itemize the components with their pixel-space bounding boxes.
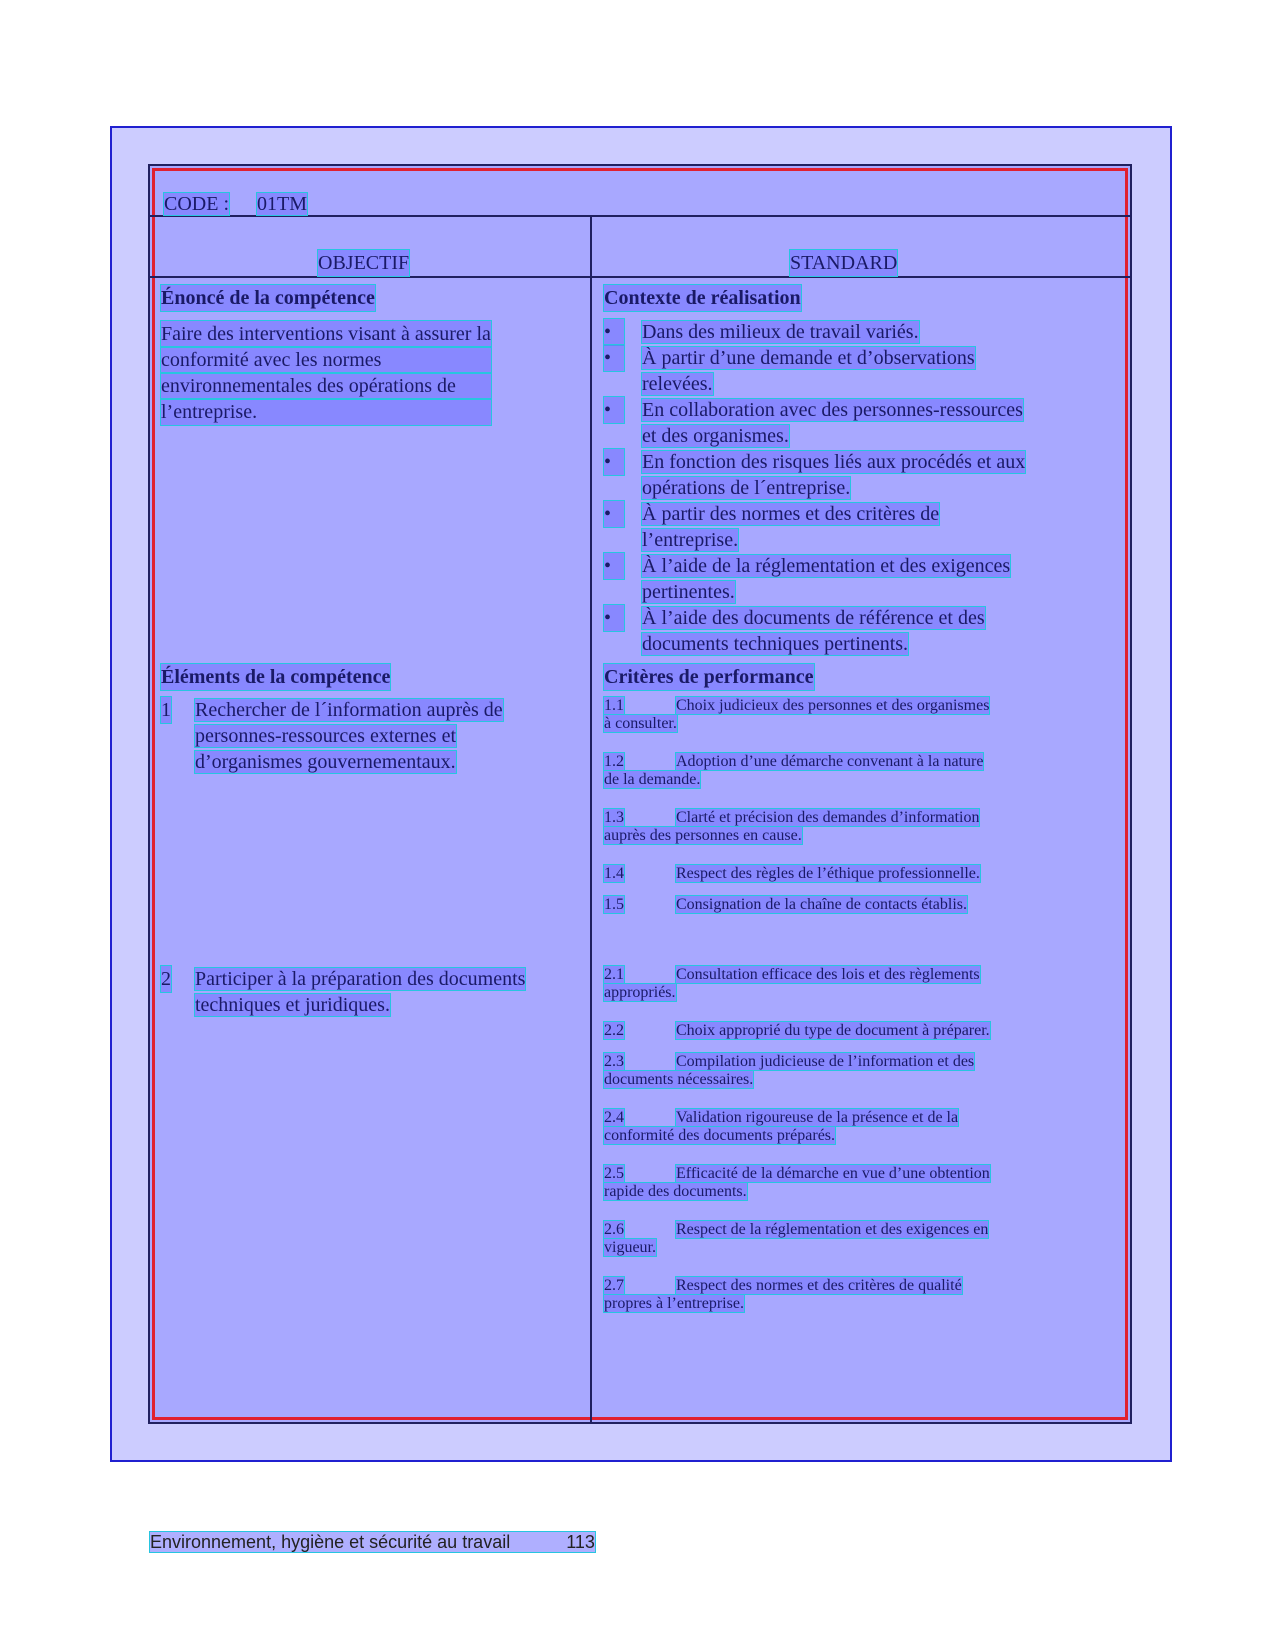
contexte-line: À l’aide de la réglementation et des exigences	[642, 555, 1011, 577]
enonce-line: l’entreprise.	[161, 399, 491, 425]
contexte-line: À partir des normes et des critères de	[642, 503, 940, 525]
enonce-heading: Énoncé de la compétence	[161, 287, 375, 309]
critere-number: 2.3	[604, 1053, 624, 1070]
critere-line: auprès des personnes en cause.	[604, 827, 802, 844]
critere-number: 2.5	[604, 1165, 624, 1182]
element-item	[161, 697, 581, 775]
bullet-icon: •	[604, 449, 624, 475]
contexte-item	[604, 345, 1084, 397]
bullet-icon: •	[604, 319, 624, 345]
element-line: personnes-ressources externes et	[195, 725, 457, 747]
critere-number: 1.1	[604, 697, 624, 714]
element-number: 1	[161, 699, 171, 721]
critere-number: 2.2	[604, 1022, 624, 1039]
contexte-line: À l’aide des documents de référence et des	[642, 607, 985, 629]
contexte-line: Dans des milieux de travail variés.	[642, 321, 919, 343]
element-line: Rechercher de l´information auprès de	[195, 699, 503, 721]
code-line	[164, 191, 307, 217]
critere-1-2	[604, 753, 983, 789]
contexte-item	[604, 553, 1084, 605]
element-line: Participer à la préparation des documents	[195, 968, 526, 990]
critere-number: 2.1	[604, 966, 624, 983]
critere-number: 1.5	[604, 896, 624, 913]
contexte-heading: Contexte de réalisation	[604, 287, 801, 309]
bullet-icon: •	[604, 605, 624, 631]
enonce-line: conformité avec les normes	[161, 347, 491, 373]
code-label: CODE :	[164, 193, 229, 215]
elements-heading: Éléments de la compétence	[161, 666, 391, 688]
critere-2-6	[604, 1221, 988, 1257]
critere-line: Consignation de la chaîne de contacts établis.	[676, 896, 968, 913]
page-number: 113	[566, 1532, 595, 1552]
contexte-line: En collaboration avec des personnes-ressources	[642, 399, 1023, 421]
footer-title: Environnement, hygiène et sécurité au travail	[150, 1532, 511, 1552]
critere-line: propres à l’entreprise.	[604, 1295, 744, 1312]
column-header-divider	[150, 276, 1130, 278]
bullet-icon: •	[604, 345, 624, 371]
critere-line: Respect des normes et des critères de qualité	[676, 1277, 962, 1294]
bullet-icon: •	[604, 397, 624, 423]
element-line: techniques et juridiques.	[195, 994, 390, 1016]
contexte-line: et des organismes.	[642, 425, 789, 447]
contexte-line: l’entreprise.	[642, 529, 739, 551]
elements-item-2	[161, 966, 581, 1018]
critere-line: Validation rigoureuse de la présence et de la	[676, 1109, 959, 1126]
critere-line: Consultation efficace des lois et des règlements	[676, 966, 980, 983]
critere-2-3	[604, 1053, 974, 1089]
bullet-icon: •	[604, 501, 624, 527]
critere-number: 1.4	[604, 865, 624, 882]
critere-number: 1.2	[604, 753, 624, 770]
critere-1-1	[604, 697, 989, 733]
contexte-line: opérations de l´entreprise.	[642, 477, 851, 499]
critere-line: documents nécessaires.	[604, 1071, 754, 1088]
critere-1-4	[604, 865, 980, 883]
critere-2-7	[604, 1277, 962, 1313]
critere-2-5	[604, 1165, 990, 1201]
critere-line: à consulter.	[604, 715, 677, 732]
contexte-line: documents techniques pertinents.	[642, 633, 909, 655]
page-footer	[150, 1532, 595, 1552]
contexte-item	[604, 449, 1084, 501]
column-divider	[590, 215, 592, 1422]
enonce-line: Faire des interventions visant à assurer la	[161, 323, 491, 345]
critere-line: Efficacité de la démarche en vue d’une obtention	[676, 1165, 990, 1182]
critere-line: Compilation judicieuse de l’information et des	[676, 1053, 975, 1070]
critere-line: de la demande.	[604, 771, 701, 788]
contexte-item	[604, 319, 1084, 345]
element-number: 2	[161, 968, 171, 990]
critere-line: vigueur.	[604, 1239, 656, 1256]
contexte-line: relevées.	[642, 373, 713, 395]
contexte-line: En fonction des risques liés aux procédés et aux	[642, 451, 1026, 473]
enonce-text	[161, 321, 491, 425]
critere-number: 2.4	[604, 1109, 624, 1126]
contexte-item	[604, 397, 1084, 449]
critere-2-1	[604, 966, 980, 1002]
critere-line: Clarté et précision des demandes d’information	[676, 809, 980, 826]
critere-1-3	[604, 809, 979, 845]
critere-number: 1.3	[604, 809, 624, 826]
critere-2-2	[604, 1022, 990, 1040]
contexte-line: À partir d’une demande et d’observations	[642, 347, 975, 369]
objectif-header: OBJECTIF	[318, 252, 410, 274]
standard-header: STANDARD	[790, 252, 898, 274]
critere-number: 2.7	[604, 1277, 624, 1294]
element-line: d’organismes gouvernementaux.	[195, 751, 456, 773]
contexte-list	[604, 319, 1084, 657]
critere-line: conformité des documents préparés.	[604, 1127, 836, 1144]
element-item	[161, 966, 581, 1018]
critere-line: rapide des documents.	[604, 1183, 747, 1200]
critere-line: Choix approprié du type de document à préparer.	[676, 1022, 990, 1039]
critere-2-4	[604, 1109, 958, 1145]
bullet-icon: •	[604, 553, 624, 579]
critere-line: Choix judicieux des personnes et des organismes	[676, 697, 990, 714]
critere-number: 2.6	[604, 1221, 624, 1238]
enonce-line: environnementales des opérations de	[161, 373, 491, 399]
contexte-item	[604, 501, 1084, 553]
critere-line: Respect de la réglementation et des exigences en	[676, 1221, 989, 1238]
critere-1-5	[604, 896, 967, 914]
code-value: 01TM	[257, 193, 307, 215]
critere-line: Adoption d’une démarche convenant à la nature	[676, 753, 984, 770]
contexte-line: pertinentes.	[642, 581, 735, 603]
critere-line: appropriés.	[604, 984, 676, 1001]
criteres-heading: Critères de performance	[604, 666, 814, 688]
critere-line: Respect des règles de l’éthique professionnelle.	[676, 865, 980, 882]
contexte-item	[604, 605, 1084, 657]
elements-item-1	[161, 697, 581, 775]
